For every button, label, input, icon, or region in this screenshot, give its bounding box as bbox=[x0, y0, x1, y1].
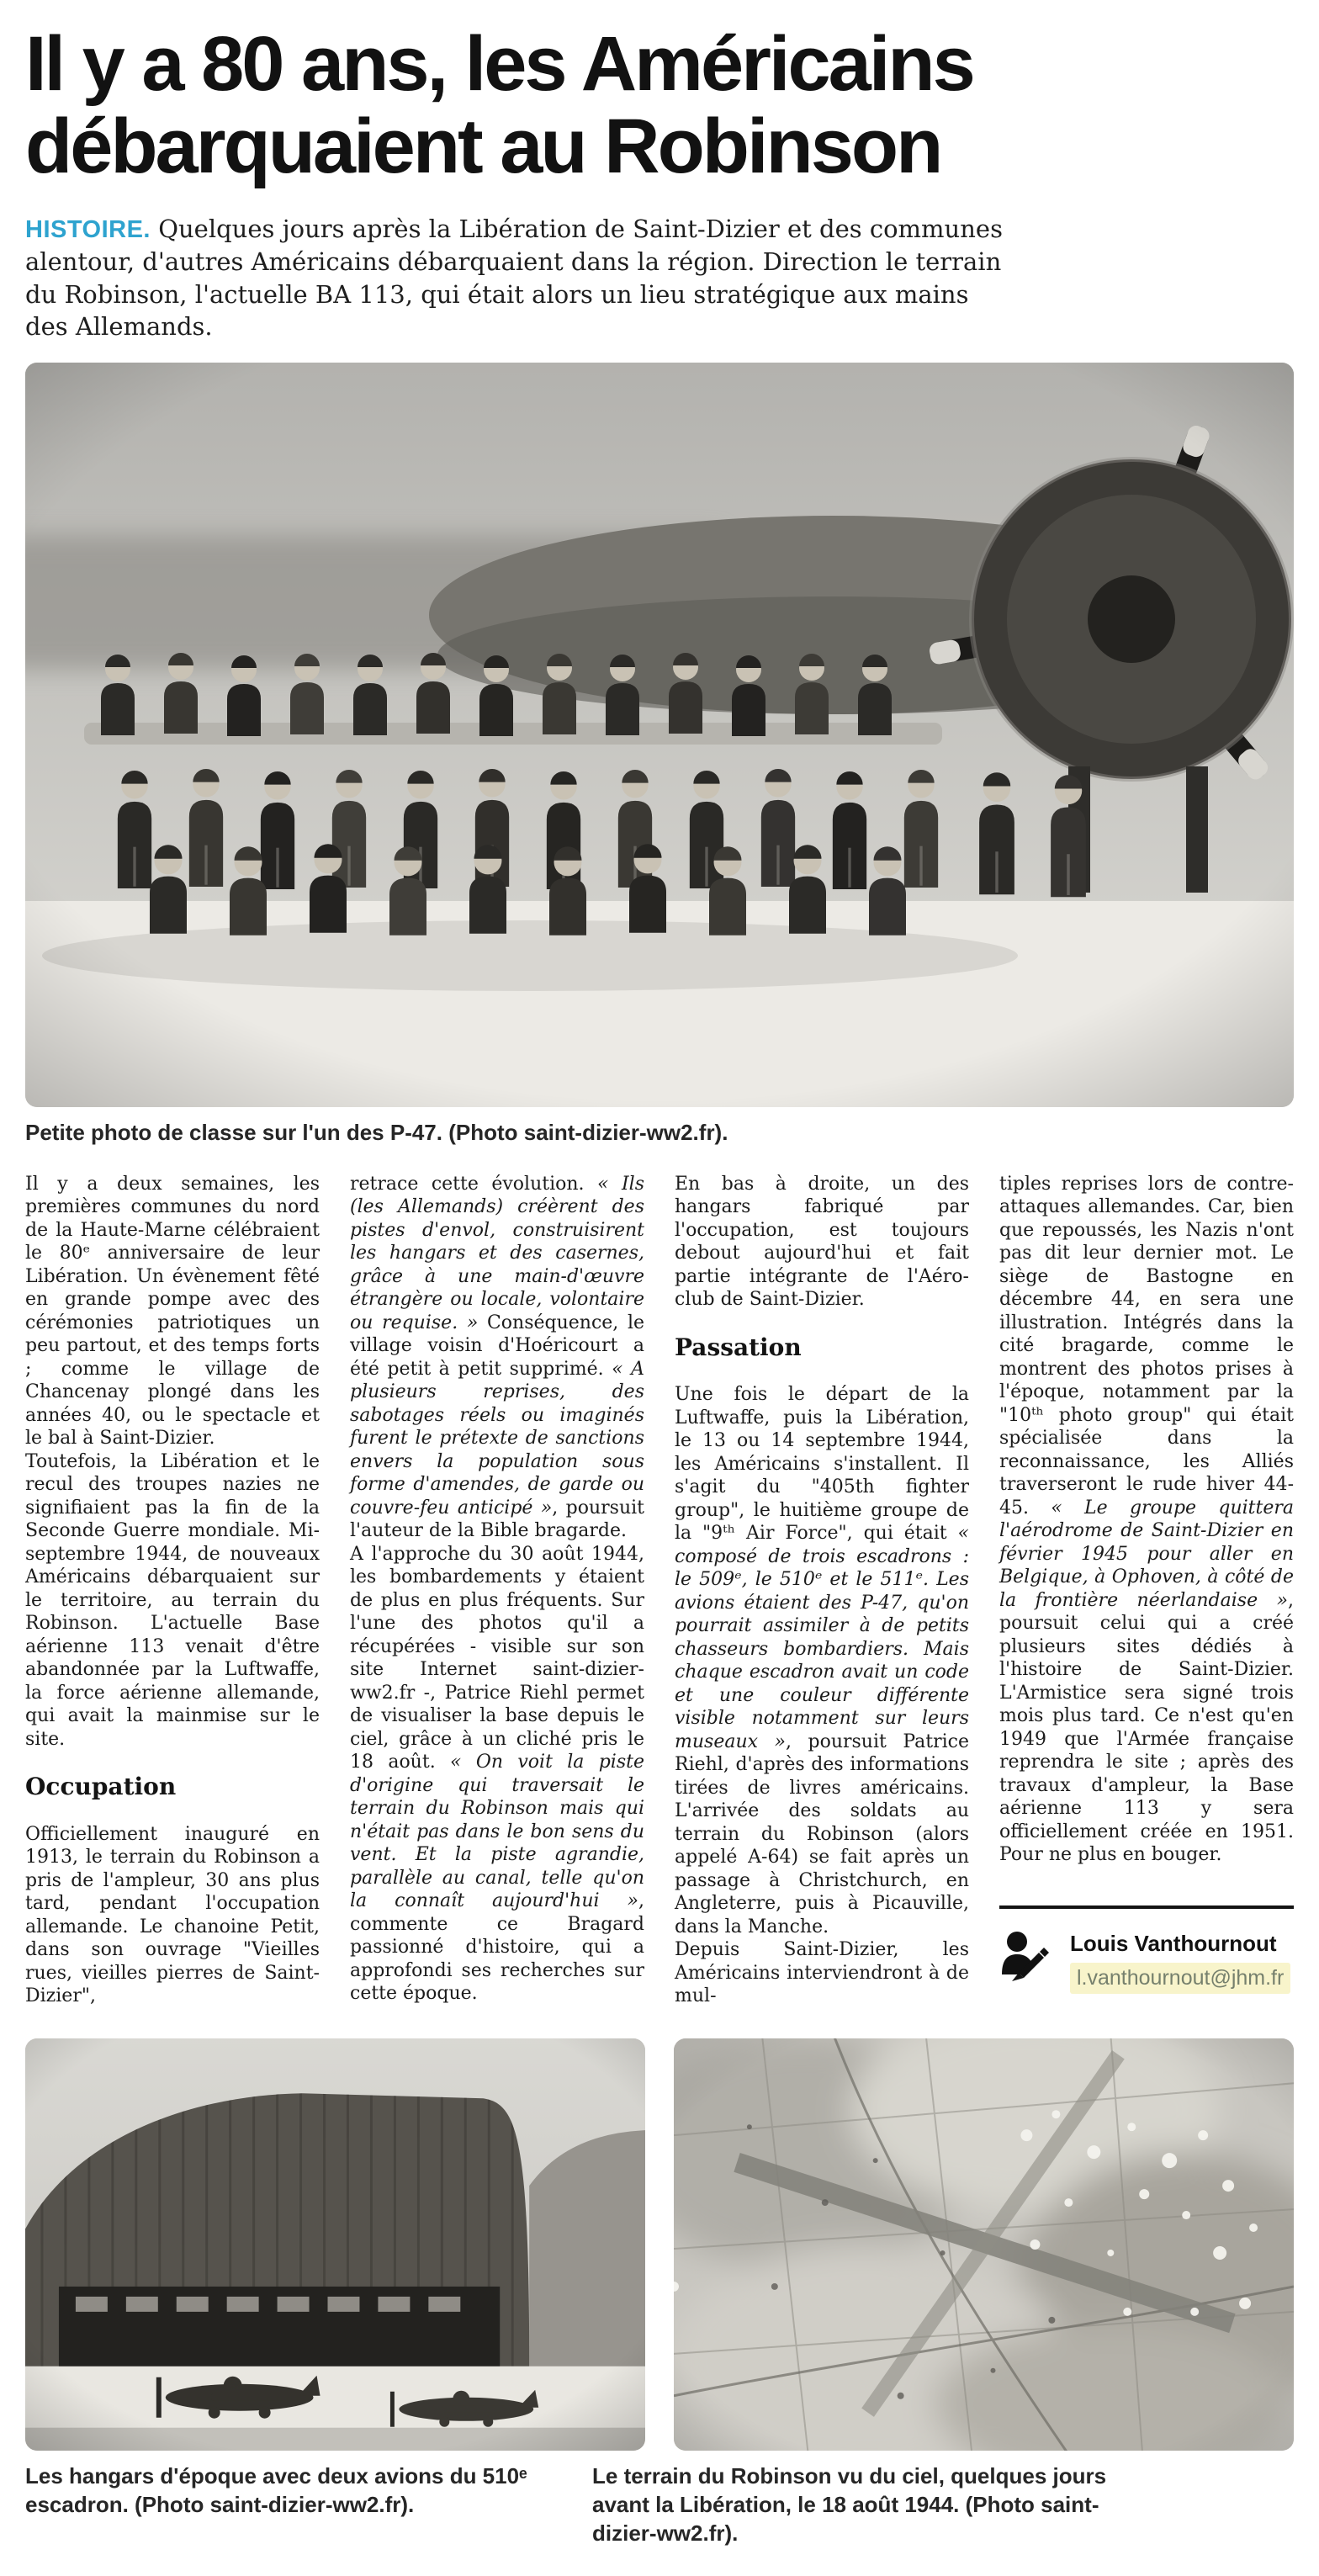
paragraph: Depuis Saint-Dizier, les Américains interviendront à de mul- bbox=[675, 1939, 969, 2007]
article-column bbox=[675, 1173, 969, 2008]
author-email[interactable]: l.vanthournout@jhm.fr bbox=[1070, 1963, 1290, 1994]
photo-caption: Petite photo de classe sur l'un des P-47. (Photo saint-dizier-ww2.fr). bbox=[25, 1120, 728, 1146]
article-body bbox=[25, 1173, 1294, 2008]
paragraph: A l'approche du 30 août 1944, les bombardements y étaient de plus en plus fréquents. Sur l'une des photos qu'il a récupérées - visible sur son site Internet saint-dizier-ww2.fr -, Patrice Riehl permet de visualiser la base depuis le ciel, grâce à un cliché pris le 18 août. « On voit la piste d'origine qui traversait le terrain du Robinson mais qui n'était pas dans le bon sens du vent. Et la piste agrandie, parallèle au canal, telle qu'on la connaît aujourd'hui », commente ce Bragard passionné d'histoire, qui a approfondi ses recherches sur cette époque. bbox=[350, 1543, 644, 2005]
paragraph: tiples reprises lors de contre-attaques allemandes. Car, bien que repoussés, les Nazis n'ont pas dit leur dernier mot. Le siège de Bastogne en décembre 44, en sera une illustration. Intégrés dans la cité bragarde, comme le montrent des photos prises à l'époque, notamment par la "10ᵗʰ photo group" qui était spécialisée dans la reconnaissance, les Alliés traverseront le rude hiver 44-45. « Le groupe quittera l'aérodrome de Saint-Dizier en février 1945 pour aller en Belgique, à Ophoven, à côté de la frontière néerlandaise », poursuit celui qui a créé plusieurs sites dédiés à l'histoire de Saint-Dizier. L'Armistice sera signé trois mois plus tard. Ce n'est qu'en 1949 que l'Armée française reprendra le site ; après des travaux d'ampleur, la Base aérienne 113 y sera officiellement créée en 1951. Pour ne plus en bouger. bbox=[999, 1173, 1294, 1866]
photo-caption: Les hangars d'époque avec deux avions du 510ᵉ escadron. (Photo saint-dizier-ww2.fr). bbox=[25, 2462, 527, 2517]
headline: Il y a 80 ans, les Américains débarquaient au Robinson bbox=[25, 21, 973, 189]
bottom-captions bbox=[25, 2462, 1294, 2547]
paragraph: Officiellement inauguré en 1913, le terrain du Robinson a pris de l'ampleur, 30 ans plus tard, pendant l'occupation allemande. Le chanoine Petit, dans son ouvrage "Vieilles rues, vieilles pierres de Saint-Dizier", bbox=[25, 1823, 320, 2007]
section-subhead: Passation bbox=[675, 1333, 802, 1361]
author-pencil-icon bbox=[999, 1931, 1055, 1981]
article-column bbox=[350, 1173, 644, 2008]
paragraph: retrace cette évolution. « Ils (les Allemands) créèrent des pistes d'envol, construisirent les hangars et des casernes, grâce à une main-d'œuvre étrangère ou locale, volontaire ou requise. » Conséquence, le village voisin d'Hoéricourt a été petit à petit supprimé. « A plusieurs reprises, des sabotages réels ou imaginés furent le prétexte de sanctions envers la population sous forme d'amendes, de garde ou couvre-feu anticipé », poursuit l'auteur de la Bible bragarde. bbox=[350, 1173, 644, 1542]
bottom-photos bbox=[25, 2038, 1294, 2451]
aerial-photo-art bbox=[674, 2038, 1294, 2451]
byline bbox=[999, 1905, 1294, 1994]
article-column bbox=[999, 1173, 1294, 2008]
author-name: Louis Vanthournout bbox=[1070, 1930, 1277, 1956]
byline-text bbox=[1070, 1931, 1290, 1994]
paragraph: En bas à droite, un des hangars fabriqué par l'occupation, est toujours debout aujourd'hui et fait partie intégrante de l'Aéro-club de Saint-Dizier. bbox=[675, 1173, 969, 1311]
paragraph: Il y a deux semaines, les premières communes du nord de la Haute-Marne célébraient le 80ᵉ anniversaire de leur Libération. Un évènement fêté en grande pompe avec des cérémonies patriotiques un peu partout, et des temps forts ; comme le village de Chancenay plongé dans les années 40, ou le spectacle et le bal à Saint-Dizier. bbox=[25, 1173, 320, 1450]
kicker: HISTOIRE. bbox=[25, 216, 151, 244]
main-photo-art bbox=[25, 363, 1294, 1107]
lede bbox=[25, 213, 1014, 342]
lede-text: Quelques jours après la Libération de Saint-Dizier et des communes alentour, d'autres Américains débarquaient dans la région. Direction le terrain du Robinson, l'actuelle BA 113, qui était alors un lieu stratégique aux mains des Allemands. bbox=[25, 215, 1003, 341]
hangars-photo-art bbox=[25, 2038, 645, 2451]
paragraph: Toutefois, la Libération et le recul des troupes nazies ne signifiaient pas la fin de la Seconde Guerre mondiale. Mi-septembre 1944, de nouveaux Américains débarquaient sur le territoire, au terrain du Robinson. L'actuelle Base aérienne 113 venait d'être abandonnée par la Luftwaffe, la force aérienne allemande, qui avait la mainmise sur le site. bbox=[25, 1450, 320, 1750]
section-subhead: Occupation bbox=[25, 1773, 177, 1801]
aerial-photo bbox=[674, 2038, 1294, 2451]
paragraph: Une fois le départ de la Luftwaffe, puis la Libération, le 13 ou 14 septembre 1944, les Américains s'installent. Il s'agit du "405th fighter group", le huitième groupe de la "9ᵗʰ Air Force", qui était « composé de trois escadrons : le 509ᵉ, le 510ᵉ et le 511ᵉ. Les avions étaient des P-47, qu'on pourrait assimiler à de petits chasseurs bombardiers. Mais chaque escadron avait un code et une couleur différente visible notamment sur leurs museaux », poursuit Patrice Riehl, d'après des informations tirées de livres américains. L'arrivée des soldats au terrain du Robinson (alors appelé A-64) se fait après un passage à Christchurch, en Angleterre, puis à Picauville, dans la Manche. bbox=[675, 1384, 969, 1937]
article-column bbox=[25, 1173, 320, 2008]
main-photo bbox=[25, 363, 1294, 1107]
photo-caption: Le terrain du Robinson vu du ciel, quelques jours avant la Libération, le 18 août 1944. (Photo saint-dizier-ww2.fr). bbox=[592, 2462, 1107, 2546]
hangars-photo bbox=[25, 2038, 645, 2451]
